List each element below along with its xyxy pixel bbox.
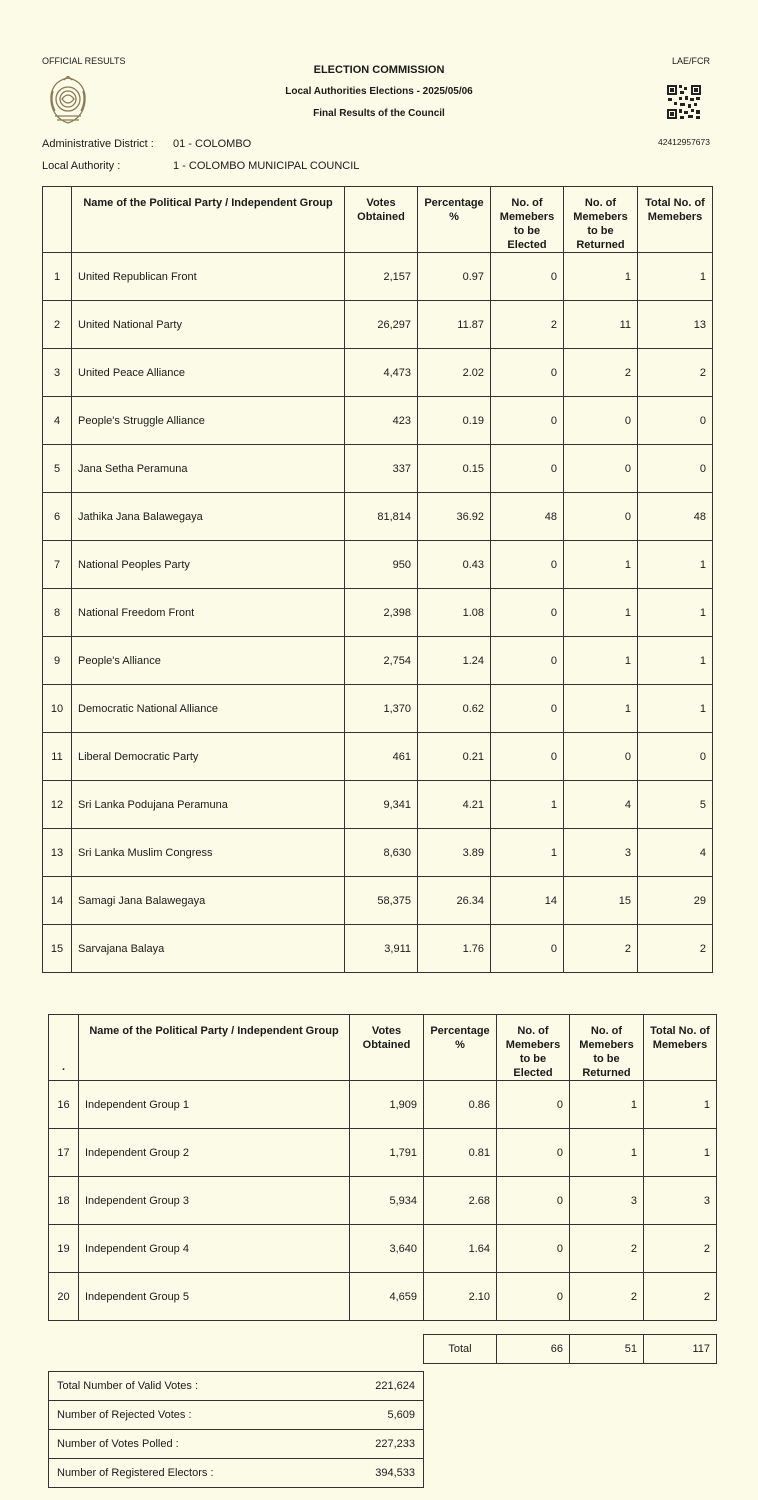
- row-number: 8: [43, 589, 72, 637]
- members-returned: 1: [564, 685, 638, 733]
- vote-percentage: 0.97: [418, 253, 491, 301]
- members-total: 0: [638, 397, 713, 445]
- totals-table: [423, 1334, 717, 1364]
- party-name: Sarvajana Balaya: [72, 925, 345, 973]
- row-number: 19: [49, 1225, 79, 1273]
- members-returned: 3: [570, 1177, 644, 1225]
- col-returned: No. of Memebers to be Returned: [570, 1015, 644, 1081]
- members-elected: 48: [491, 493, 564, 541]
- members-elected: 0: [491, 685, 564, 733]
- vote-percentage: 26.34: [418, 877, 491, 925]
- votes-obtained: 3,911: [345, 925, 418, 973]
- col-no: [43, 187, 72, 253]
- votes-obtained: 2,754: [345, 637, 418, 685]
- party-name: Jana Setha Peramuna: [72, 445, 345, 493]
- members-elected: 1: [491, 781, 564, 829]
- table-row: [43, 541, 713, 589]
- table-row: [49, 1225, 717, 1273]
- table-row: [43, 781, 713, 829]
- party-name: People's Struggle Alliance: [72, 397, 345, 445]
- table-row: [43, 829, 713, 877]
- table-row: [43, 445, 713, 493]
- votes-obtained: 1,909: [350, 1081, 424, 1129]
- members-total: 2: [638, 349, 713, 397]
- col-votes: Votes Obtained: [350, 1015, 424, 1081]
- members-elected: 2: [491, 301, 564, 349]
- summary-value: 227,233: [324, 1430, 424, 1459]
- row-number: 7: [43, 541, 72, 589]
- votes-obtained: 81,814: [345, 493, 418, 541]
- members-returned: 1: [570, 1081, 644, 1129]
- vote-percentage: 0.21: [418, 733, 491, 781]
- party-name: National Peoples Party: [72, 541, 345, 589]
- members-returned: 1: [564, 589, 638, 637]
- col-total: Total No. of Memebers: [638, 187, 713, 253]
- summary-value: 221,624: [324, 1372, 424, 1401]
- members-elected: 0: [497, 1177, 570, 1225]
- votes-obtained: 4,473: [345, 349, 418, 397]
- members-elected: 0: [491, 397, 564, 445]
- members-total: 5: [638, 781, 713, 829]
- vote-percentage: 2.02: [418, 349, 491, 397]
- vote-percentage: 0.19: [418, 397, 491, 445]
- members-returned: 15: [564, 877, 638, 925]
- party-name: Independent Group 2: [79, 1129, 350, 1177]
- row-number: 16: [49, 1081, 79, 1129]
- totals-total: 117: [644, 1335, 717, 1364]
- vote-percentage: 1.76: [418, 925, 491, 973]
- members-returned: 3: [564, 829, 638, 877]
- members-total: 29: [638, 877, 713, 925]
- summary-label: Number of Rejected Votes :: [49, 1401, 324, 1430]
- members-elected: 0: [491, 349, 564, 397]
- members-elected: 0: [497, 1225, 570, 1273]
- summary-row: [49, 1459, 424, 1488]
- row-number: 15: [43, 925, 72, 973]
- members-total: 1: [638, 253, 713, 301]
- vote-percentage: 11.87: [418, 301, 491, 349]
- table-row: [43, 301, 713, 349]
- members-elected: 0: [491, 253, 564, 301]
- members-total: 2: [644, 1225, 717, 1273]
- vote-percentage: 4.21: [418, 781, 491, 829]
- row-number: 1: [43, 253, 72, 301]
- row-number: 2: [43, 301, 72, 349]
- official-results-label: OFFICIAL RESULTS: [42, 56, 126, 66]
- row-number: 20: [49, 1273, 79, 1321]
- table-header-row: [49, 1015, 717, 1081]
- summary-value: 5,609: [324, 1401, 424, 1430]
- members-elected: 0: [491, 925, 564, 973]
- members-returned: 2: [564, 925, 638, 973]
- members-elected: 0: [491, 541, 564, 589]
- totals-label: Total: [424, 1335, 497, 1364]
- col-no: .: [49, 1015, 79, 1081]
- members-returned: 0: [564, 397, 638, 445]
- members-elected: 0: [497, 1129, 570, 1177]
- members-elected: 1: [491, 829, 564, 877]
- table-row: [49, 1129, 717, 1177]
- members-elected: 14: [491, 877, 564, 925]
- commission-title: ELECTION COMMISSION: [313, 64, 445, 76]
- votes-obtained: 58,375: [345, 877, 418, 925]
- row-number: 5: [43, 445, 72, 493]
- summary-row: [49, 1372, 424, 1401]
- votes-obtained: 4,659: [350, 1273, 424, 1321]
- members-elected: 0: [491, 637, 564, 685]
- votes-obtained: 9,341: [345, 781, 418, 829]
- members-elected: 0: [497, 1081, 570, 1129]
- table-row: [43, 877, 713, 925]
- table-row: [43, 589, 713, 637]
- members-elected: 0: [491, 445, 564, 493]
- party-name: United National Party: [72, 301, 345, 349]
- members-total: 1: [644, 1081, 717, 1129]
- party-name: People's Alliance: [72, 637, 345, 685]
- document-number: 42412957673: [657, 137, 710, 147]
- vote-percentage: 3.89: [418, 829, 491, 877]
- election-title: Local Authorities Elections - 2025/05/06: [285, 86, 473, 97]
- col-percentage: Percentage %: [418, 187, 491, 253]
- members-total: 4: [638, 829, 713, 877]
- members-elected: 0: [491, 589, 564, 637]
- votes-obtained: 1,370: [345, 685, 418, 733]
- independent-results-table: [48, 1014, 717, 1321]
- members-returned: 4: [564, 781, 638, 829]
- col-elected: No. of Memebers to be Elected: [497, 1015, 570, 1081]
- party-name: Independent Group 3: [79, 1177, 350, 1225]
- table-row: [43, 637, 713, 685]
- party-results-table: [42, 186, 713, 973]
- votes-obtained: 2,398: [345, 589, 418, 637]
- table-row: [49, 1177, 717, 1225]
- party-name: Independent Group 4: [79, 1225, 350, 1273]
- members-total: 1: [638, 589, 713, 637]
- authority-label: Local Authority :: [42, 160, 121, 172]
- row-number: 14: [43, 877, 72, 925]
- members-returned: 1: [564, 541, 638, 589]
- row-number: 13: [43, 829, 72, 877]
- summary-label: Number of Registered Electors :: [49, 1459, 324, 1488]
- page-subtitle: Final Results of the Council: [313, 108, 445, 119]
- vote-percentage: 1.08: [418, 589, 491, 637]
- vote-percentage: 0.43: [418, 541, 491, 589]
- summary-value: 394,533: [324, 1459, 424, 1488]
- summary-label: Number of Votes Polled :: [49, 1430, 324, 1459]
- party-name: Independent Group 1: [79, 1081, 350, 1129]
- members-total: 1: [644, 1129, 717, 1177]
- party-name: Liberal Democratic Party: [72, 733, 345, 781]
- totals-returned: 51: [570, 1335, 644, 1364]
- table-row: [43, 685, 713, 733]
- table-row: [49, 1081, 717, 1129]
- members-total: 0: [638, 445, 713, 493]
- members-returned: 0: [564, 445, 638, 493]
- col-votes: Votes Obtained: [345, 187, 418, 253]
- votes-obtained: 461: [345, 733, 418, 781]
- table-row: [43, 733, 713, 781]
- col-elected: No. of Memebers to be Elected: [491, 187, 564, 253]
- vote-percentage: 0.15: [418, 445, 491, 493]
- party-name: Samagi Jana Balawegaya: [72, 877, 345, 925]
- party-name: United Peace Alliance: [72, 349, 345, 397]
- votes-obtained: 3,640: [350, 1225, 424, 1273]
- col-party: Name of the Political Party / Independent Group: [72, 187, 345, 253]
- party-name: Jathika Jana Balawegaya: [72, 493, 345, 541]
- votes-obtained: 2,157: [345, 253, 418, 301]
- vote-percentage: 0.62: [418, 685, 491, 733]
- qr-code-icon: [666, 84, 702, 120]
- table-row: [43, 925, 713, 973]
- votes-obtained: 950: [345, 541, 418, 589]
- members-returned: 11: [564, 301, 638, 349]
- row-number: 4: [43, 397, 72, 445]
- party-name: Sri Lanka Muslim Congress: [72, 829, 345, 877]
- party-name: Democratic National Alliance: [72, 685, 345, 733]
- party-name: Sri Lanka Podujana Peramuna: [72, 781, 345, 829]
- votes-obtained: 337: [345, 445, 418, 493]
- members-returned: 1: [564, 253, 638, 301]
- row-number: 10: [43, 685, 72, 733]
- party-name: United Republican Front: [72, 253, 345, 301]
- col-party: Name of the Political Party / Independent Group: [79, 1015, 350, 1081]
- members-elected: 0: [491, 733, 564, 781]
- members-total: 2: [638, 925, 713, 973]
- members-returned: 0: [564, 493, 638, 541]
- members-elected: 0: [497, 1273, 570, 1321]
- members-total: 1: [638, 541, 713, 589]
- table-row: [43, 349, 713, 397]
- row-number: 12: [43, 781, 72, 829]
- authority-value: 1 - COLOMBO MUNICIPAL COUNCIL: [173, 160, 360, 172]
- votes-obtained: 26,297: [345, 301, 418, 349]
- district-label: Administrative District :: [42, 138, 154, 150]
- district-value: 01 - COLOMBO: [173, 138, 252, 150]
- members-returned: 2: [564, 349, 638, 397]
- party-name: National Freedom Front: [72, 589, 345, 637]
- members-total: 2: [644, 1273, 717, 1321]
- vote-percentage: 0.86: [424, 1081, 497, 1129]
- vote-percentage: 1.24: [418, 637, 491, 685]
- table-row: [43, 493, 713, 541]
- votes-obtained: 1,791: [350, 1129, 424, 1177]
- votes-obtained: 5,934: [350, 1177, 424, 1225]
- members-total: 1: [638, 637, 713, 685]
- row-number: 18: [49, 1177, 79, 1225]
- table-header-row: [43, 187, 713, 253]
- party-name: Independent Group 5: [79, 1273, 350, 1321]
- row-number: 3: [43, 349, 72, 397]
- members-total: 3: [644, 1177, 717, 1225]
- row-number: 17: [49, 1129, 79, 1177]
- votes-obtained: 8,630: [345, 829, 418, 877]
- vote-percentage: 2.10: [424, 1273, 497, 1321]
- table-row: [49, 1273, 717, 1321]
- members-returned: 1: [564, 637, 638, 685]
- votes-obtained: 423: [345, 397, 418, 445]
- members-total: 13: [638, 301, 713, 349]
- members-returned: 0: [564, 733, 638, 781]
- col-returned: No. of Memebers to be Returned: [564, 187, 638, 253]
- summary-row: [49, 1401, 424, 1430]
- vote-percentage: 0.81: [424, 1129, 497, 1177]
- vote-percentage: 1.64: [424, 1225, 497, 1273]
- table-row: [43, 397, 713, 445]
- col-total: Total No. of Memebers: [644, 1015, 717, 1081]
- members-total: 48: [638, 493, 713, 541]
- vote-percentage: 36.92: [418, 493, 491, 541]
- col-percentage: Percentage %: [424, 1015, 497, 1081]
- vote-percentage: 2.68: [424, 1177, 497, 1225]
- members-total: 1: [638, 685, 713, 733]
- members-total: 0: [638, 733, 713, 781]
- table-row: [43, 253, 713, 301]
- summary-label: Total Number of Valid Votes :: [49, 1372, 324, 1401]
- members-returned: 2: [570, 1225, 644, 1273]
- row-number: 11: [43, 733, 72, 781]
- totals-elected: 66: [497, 1335, 570, 1364]
- vote-summary-table: [48, 1371, 424, 1488]
- form-code: LAE/FCR: [671, 56, 710, 66]
- members-returned: 2: [570, 1273, 644, 1321]
- row-number: 9: [43, 637, 72, 685]
- summary-row: [49, 1430, 424, 1459]
- row-number: 6: [43, 493, 72, 541]
- totals-row: [424, 1335, 717, 1364]
- members-returned: 1: [570, 1129, 644, 1177]
